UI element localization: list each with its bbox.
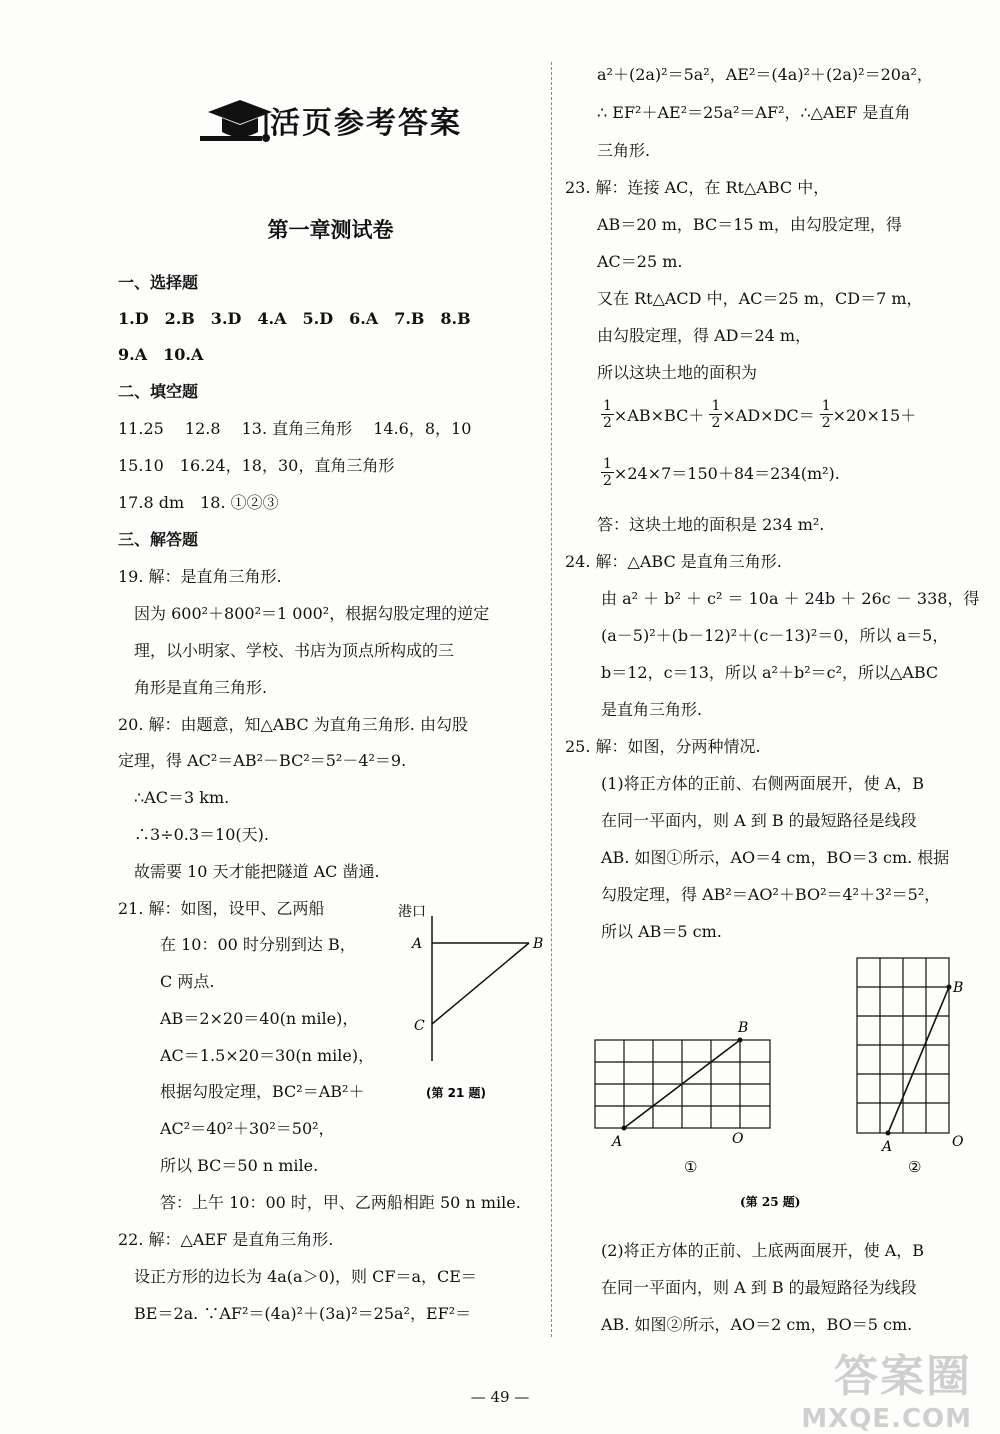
fig25-2-a: A: [882, 1139, 893, 1155]
q25-line: 所以 AB＝5 cm.: [601, 922, 722, 941]
fig21-caption: (第 21 题): [426, 1086, 487, 1100]
figure-21: [394, 896, 549, 1106]
q23-line: AB＝20 m，BC＝15 m，由勾股定理，得: [597, 215, 902, 234]
watermark-logo: [801, 1340, 972, 1434]
q20-line: 故需要 10 天才能把隧道 AC 凿通.: [134, 862, 380, 881]
choice-answers: 1.D 2.B 3.D 4.A 5.D 6.A 7.B 8.B: [118, 309, 471, 328]
q24-line: (a－5)²＋(b－12)²＋(c－13)²＝0，所以 a＝5，: [601, 626, 949, 645]
section-heading: 二、填空题: [118, 382, 199, 401]
fill-answers: 11.25 12.8 13. 直角三角形 14.6，8，10: [118, 419, 472, 438]
q23-line: AC＝25 m.: [597, 252, 683, 271]
q20-line: ∴AC＝3 km.: [134, 788, 230, 807]
fig25-2-o: O: [952, 1134, 964, 1150]
q21-line: 根据勾股定理，BC²＝AB²＋: [160, 1082, 365, 1101]
q21-line: 在 10：00 时分别到达 B，: [160, 935, 356, 954]
q25-line: (1)将正方体的正前、右侧两面展开，使 A，B: [601, 774, 925, 793]
q19-line: 角形是直角三角形.: [134, 678, 268, 697]
q23-line: 所以这块土地的面积为: [597, 363, 758, 382]
q25-line: 25. 解：如图，分两种情况.: [565, 737, 761, 756]
fig25-1-a: A: [612, 1134, 623, 1150]
q21-line: 所以 BC＝50 n mile.: [160, 1156, 319, 1175]
q24-line: b＝12，c＝13，所以 a²＋b²＝c²，所以△ABC: [601, 663, 939, 682]
q21-line: AC²＝40²＋30²＝50²，: [160, 1119, 335, 1138]
q20-line: 定理，得 AC²＝AB²－BC²＝5²－4²＝9.: [118, 751, 407, 770]
fraction-half: $\frac{1}{2}$: [821, 398, 831, 431]
q25-line: 勾股定理，得 AB²＝AO²＋BO²＝4²＋3²＝5²，: [601, 885, 941, 904]
q22-line: a²＋(2a)²＝5a²，AE²＝(4a)²＋(2a)²＝20a²，: [597, 65, 933, 84]
watermark-url: MXQE.COM: [801, 1404, 972, 1434]
q23-line: 23. 解：连接 AC，在 Rt△ABC 中，: [565, 178, 830, 197]
fig21-point-b: B: [533, 936, 544, 952]
q24-line: 由 a² ＋ b² ＋ c² ＝ 10a ＋ 24b ＋ 26c － 338，得: [601, 589, 980, 608]
q21-line: 答：上午 10：00 时，甲、乙两船相距 50 n mile.: [160, 1193, 521, 1212]
q25-line: AB. 如图②所示，AO＝2 cm，BO＝5 cm.: [601, 1315, 913, 1334]
q22-line: 三角形.: [597, 141, 651, 160]
q19-line: 19. 解：是直角三角形.: [118, 567, 282, 586]
q24-line: 24. 解：△ABC 是直角三角形.: [565, 552, 782, 571]
q21-line: C 两点.: [160, 972, 215, 991]
q20-line: ∴3÷0.3＝10(天).: [134, 825, 269, 844]
q19-line: 因为 600²＋800²＝1 000²，根据勾股定理的逆定: [134, 604, 490, 623]
point-a: [886, 1131, 891, 1136]
q21-line: AB＝2×20＝40(n mile)，: [160, 1009, 359, 1028]
fraction-half: $\frac{1}{2}$: [603, 398, 612, 431]
fraction-half: $\frac{1}{2}$: [603, 456, 612, 489]
q25-line: 在同一平面内，则 A 到 B 的最短路径为线段: [601, 1278, 917, 1297]
q25-line: 在同一平面内，则 A 到 B 的最短路径是线段: [601, 811, 917, 830]
fig25-1-b: B: [738, 1020, 749, 1036]
q21-line: AC＝1.5×20＝30(n mile)，: [160, 1046, 375, 1065]
q25-line: (2)将正方体的正前、上底两面展开，使 A，B: [601, 1241, 925, 1260]
q25-line: AB. 如图①所示，AO＝4 cm，BO＝3 cm. 根据: [601, 848, 950, 867]
fig25-label-1: ①: [684, 1158, 698, 1176]
section-heading: 一、选择题: [118, 273, 199, 292]
fig25-caption: (第 25 题): [740, 1195, 801, 1209]
q24-line: 是直角三角形.: [601, 700, 703, 719]
fig21-point-a: A: [412, 936, 423, 952]
watermark-text: 答案圈: [834, 1351, 972, 1402]
grid-2: [857, 958, 949, 1133]
page-number: — 49 —: [470, 1388, 530, 1406]
q22-line: ∴ EF²＋AE²＝25a²＝AF²，∴△AEF 是直角: [597, 103, 911, 122]
fig25-label-2: ②: [908, 1158, 922, 1176]
fig21-point-c: C: [414, 1018, 425, 1034]
q23-formula-2: $\frac{1}{2}$ ×24×7＝150＋84＝234(m²).: [603, 456, 840, 489]
choice-answers: 9.A 10.A: [118, 345, 204, 364]
section-heading: 三、解答题: [118, 530, 199, 549]
fill-answers: 15.10 16.24，18，30，直角三角形: [118, 456, 395, 475]
fig21-port-label: 港口: [398, 904, 426, 920]
q21-line: 21. 解：如图，设甲、乙两船: [118, 899, 325, 918]
point-b: [947, 985, 952, 990]
fig25-2-b: B: [953, 980, 964, 996]
q19-line: 理，以小明家、学校、书店为顶点所构成的三: [134, 641, 455, 660]
chapter-title: 第一章测试卷: [267, 218, 394, 242]
column-divider: [551, 62, 552, 1337]
q23-answer: 答：这块土地的面积是 234 m².: [597, 515, 825, 534]
q23-formula-1: $\frac{1}{2}$ ×AB×BC＋ $\frac{1}{2}$ ×AD×DC＝ $\frac{1}{2}$ ×20×15＋: [603, 398, 917, 431]
fig25-1-o: O: [732, 1131, 744, 1147]
figure-25: [580, 950, 975, 1220]
q22-line: BE＝2a. ∵AF²＝(4a)²＋(3a)²＝25a²，EF²＝: [134, 1304, 472, 1323]
fill-answers: 17.8 dm 18. ①②③: [118, 493, 279, 512]
q20-line: 20. 解：由题意，知△ABC 为直角三角形. 由勾股: [118, 715, 468, 734]
q22-line: 22. 解：△AEF 是直角三角形.: [118, 1230, 334, 1249]
fraction-half: $\frac{1}{2}$: [711, 398, 721, 431]
point-a: [622, 1126, 627, 1131]
q22-line: 设正方形的边长为 4a(a＞0)，则 CF＝a，CE＝: [134, 1267, 477, 1286]
point-b: [738, 1038, 743, 1043]
banner-title: 活页参考答案: [270, 106, 462, 141]
q23-line: 由勾股定理，得 AD＝24 m，: [597, 326, 812, 345]
q23-line: 又在 Rt△ACD 中，AC＝25 m，CD＝7 m，: [597, 289, 923, 308]
grid-1: [595, 1040, 770, 1128]
